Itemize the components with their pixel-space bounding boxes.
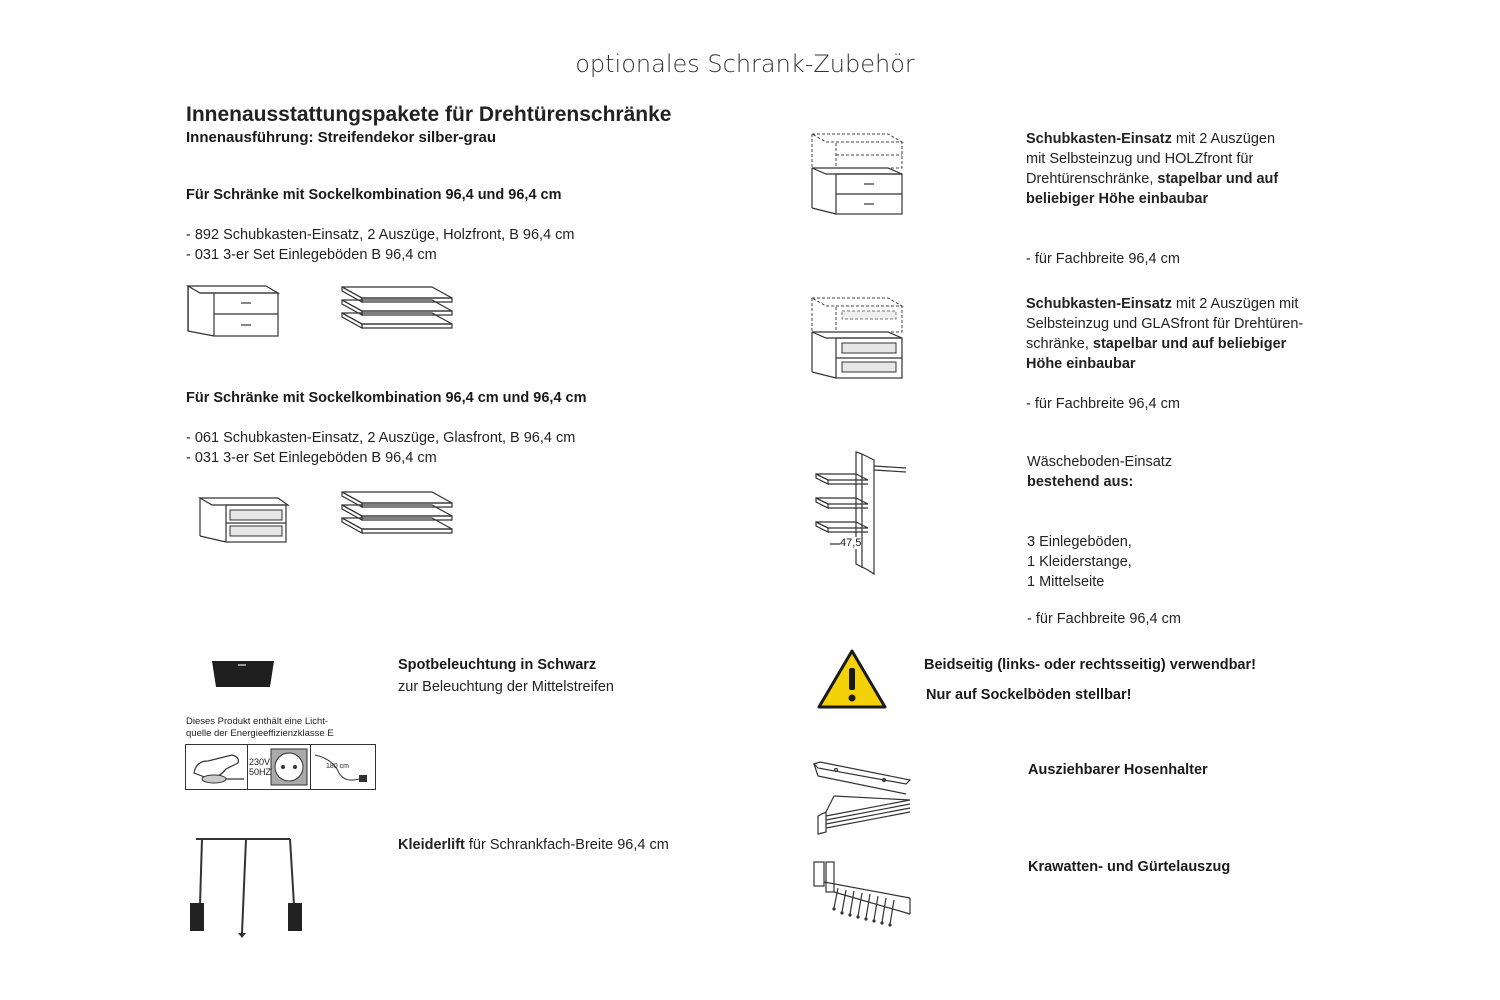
laundry-title: Wäscheboden-Einsatz: [1027, 454, 1173, 470]
cable-length-label: 180 cm: [326, 763, 349, 770]
shelves-set-drawing: [340, 285, 455, 335]
section-subheading: Innenausführung: Streifendekor silber-grau: [186, 129, 497, 146]
drawer-wood-title: Schubkasten-Einsatz: [1026, 131, 1172, 147]
group2-item: - 061 Schubkasten-Einsatz, 2 Auszüge, Glasfront, B 96,4 cm: [186, 430, 576, 446]
laundry-item: 3 Einlegeböden,: [1027, 534, 1132, 550]
drawer-glass-width: - für Fachbreite 96,4 cm: [1026, 396, 1180, 412]
drawer-wood-line3a: Drehtürenschränke,: [1026, 171, 1158, 187]
drawer-glass-text1: mit 2 Auszügen mit: [1171, 296, 1299, 312]
group2-item: - 031 3-er Set Einlegeböden B 96,4 cm: [186, 450, 437, 466]
kleiderlift-title: Kleiderlift: [398, 837, 465, 853]
laundry-item: 1 Kleiderstange,: [1027, 554, 1132, 570]
drawer-glass-line2: Selbsteinzug und GLASfront für Drehtüren-: [1026, 316, 1304, 332]
kleiderlift-line: [398, 835, 669, 855]
drawer-wood-line3: [1026, 169, 1278, 189]
drawer-glass-line4: Höhe einbaubar: [1026, 356, 1136, 372]
dimension-label: 47,5: [840, 537, 862, 549]
group2-title: Für Schränke mit Sockelkombination 96,4 cm und 96,4 cm: [186, 390, 587, 406]
trouser-holder-label: Ausziehbarer Hosenhalter: [1028, 762, 1208, 778]
drawer-insert-wood-drawing: [186, 283, 281, 338]
frequency-label: 50HZ: [249, 767, 272, 777]
foot-switch-icon: [190, 749, 245, 785]
drawer-glass-line1: [1026, 294, 1298, 314]
drawer-wood-width: - für Fachbreite 96,4 cm: [1026, 251, 1180, 267]
energy-note-line2: quelle der Energieeffizienzklasse E: [186, 728, 334, 739]
laundry-item: 1 Mittelseite: [1027, 574, 1105, 590]
spot-light-icon: [208, 658, 278, 690]
energy-note-line1: Dieses Produkt enthält eine Licht-: [186, 716, 329, 727]
drawer-glass-line3a: schränke,: [1026, 336, 1093, 352]
drawer-wood-text1: mit 2 Auszügen: [1171, 131, 1276, 147]
drawer-insert-stackable-wood-drawing: [808, 130, 908, 220]
page-title: optionales Schrank-Zubehör: [575, 50, 915, 78]
drawer-glass-title: Schubkasten-Einsatz: [1026, 296, 1172, 312]
laundry-shelf-insert-drawing: [814, 450, 909, 578]
section-heading: Innenausstattungspakete für Drehtürenschränke: [186, 103, 672, 126]
power-info-box: [185, 744, 376, 790]
warning-icon: [816, 648, 888, 710]
warning-line2: Nur auf Sockelböden stellbar!: [926, 687, 1132, 703]
trouser-holder-drawing: [810, 760, 918, 835]
shelves-set-drawing: [340, 490, 455, 540]
laundry-width: - für Fachbreite 96,4 cm: [1027, 611, 1181, 627]
drawer-insert-stackable-glass-drawing: [808, 294, 908, 384]
kleiderlift-desc: für Schrankfach-Breite 96,4 cm: [464, 837, 669, 853]
spot-desc: zur Beleuchtung der Mittelstreifen: [398, 679, 614, 695]
drawer-glass-bold3: stapelbar und auf beliebiger: [1092, 336, 1287, 352]
drawer-wood-line2: mit Selbsteinzug und HOLZfront für: [1026, 151, 1254, 167]
spot-title: Spotbeleuchtung in Schwarz: [398, 657, 597, 673]
voltage-label: 230V: [249, 757, 271, 767]
wardrobe-lift-drawing: [186, 835, 301, 940]
drawer-wood-line4: beliebiger Höhe einbaubar: [1026, 191, 1209, 207]
group1-item: - 892 Schubkasten-Einsatz, 2 Auszüge, Holzfront, B 96,4 cm: [186, 227, 575, 243]
tie-belt-label: Krawatten- und Gürtelauszug: [1028, 859, 1231, 875]
group1-title: Für Schränke mit Sockelkombination 96,4 und 96,4 cm: [186, 187, 562, 203]
drawer-wood-line1: [1026, 129, 1275, 149]
drawer-wood-bold3: stapelbar und auf: [1157, 171, 1279, 187]
socket-icon: [270, 748, 308, 786]
tie-belt-rack-drawing: [810, 858, 918, 930]
drawer-insert-glass-drawing: [198, 496, 293, 546]
warning-line1: Beidseitig (links- oder rechtsseitig) verwendbar!: [924, 657, 1256, 673]
drawer-glass-line3: [1026, 334, 1286, 354]
group1-item: - 031 3-er Set Einlegeböden B 96,4 cm: [186, 247, 437, 263]
laundry-bold: bestehend aus:: [1027, 474, 1134, 490]
